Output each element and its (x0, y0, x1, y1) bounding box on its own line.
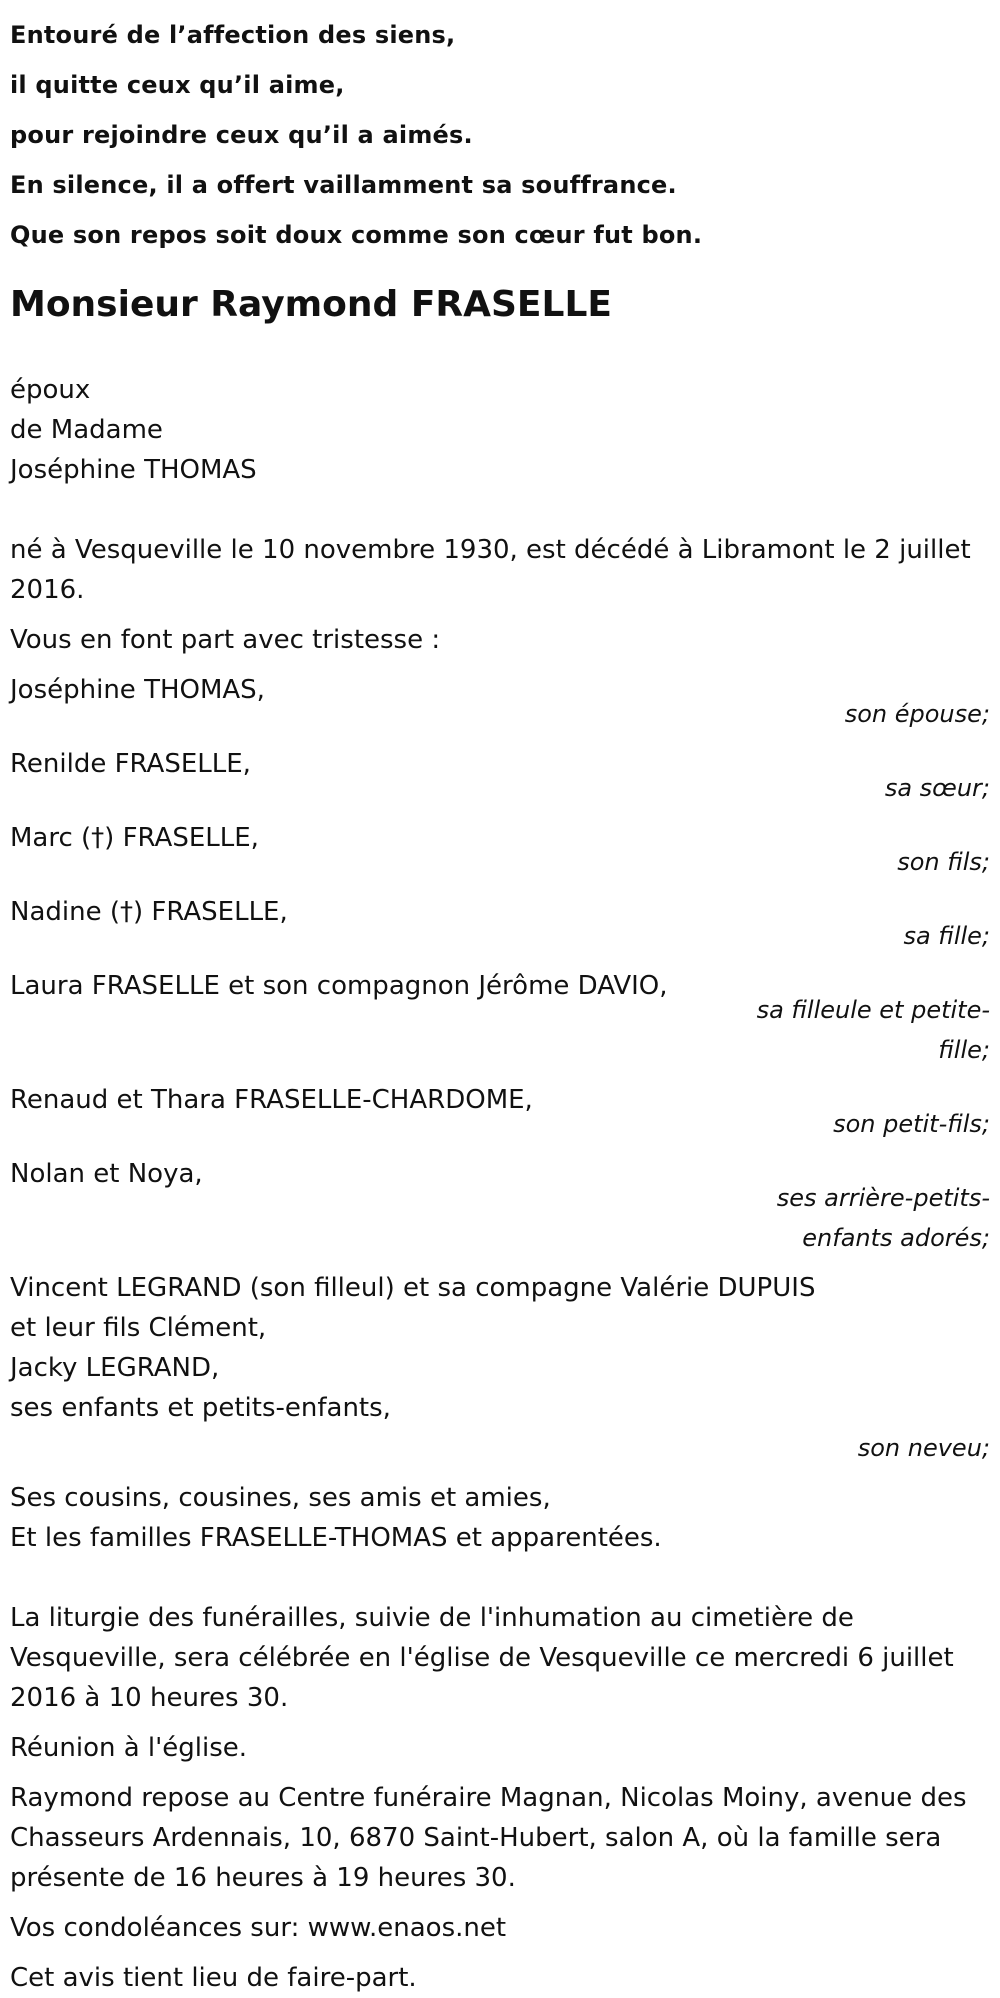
member-relation: sa sœur; (884, 774, 990, 802)
birth-death-text: né à Vesqueville le 10 novembre 1930, est décédé à Libramont le 2 juillet 2016. (10, 535, 971, 605)
member-name: Joséphine THOMAS, (10, 675, 265, 705)
poem (10, 0, 990, 260)
member-name: Renaud et Thara FRASELLE-CHARDOME, (10, 1085, 533, 1115)
member-relation: sa filleule et petite-fille; (756, 996, 990, 1064)
member-relation: sa fille; (903, 922, 990, 950)
member-name: Marc (†) FRASELLE, (10, 823, 259, 853)
spouse-block (10, 370, 990, 490)
family-member (10, 892, 990, 956)
member-name: Laura FRASELLE et son compagnon Jérôme DAVIO, (10, 971, 668, 1001)
poem-line: En silence, il a offert vaillamment sa souffrance. (10, 171, 677, 199)
member-name: Renilde FRASELLE, (10, 749, 251, 779)
family-member (10, 1080, 990, 1144)
others-block (10, 1478, 990, 1558)
member-name: Nolan et Noya, (10, 1159, 203, 1189)
family-member (10, 1154, 990, 1258)
member-name: Nadine (†) FRASELLE, (10, 897, 288, 927)
repose-text: Raymond repose au Centre funéraire Magnan, Nicolas Moiny, avenue des Chasseurs Ardennais, 10, 6870 Saint-Hubert, salon A, où la famille sera présente de 16 heures à 19 heures 30. (10, 1783, 967, 1893)
poem-line: il quitte ceux qu’il aime, (10, 71, 345, 99)
member-relation: son petit-fils; (833, 1110, 990, 1138)
spouse-line: Joséphine THOMAS (10, 455, 257, 485)
family-member (10, 818, 990, 882)
family-list (10, 670, 990, 1258)
family-member (10, 670, 990, 734)
closing-text: Cet avis tient lieu de faire-part. (10, 1963, 417, 1993)
member-relation: son fils; (897, 848, 990, 876)
spouse-line: de Madame (10, 415, 163, 445)
others-line: Ses cousins, cousines, ses amis et amies, (10, 1483, 551, 1513)
extended-line: Vincent LEGRAND (son filleul) et sa compagne Valérie DUPUIS (10, 1273, 816, 1303)
extended-family (10, 1268, 990, 1468)
poem-line: pour rejoindre ceux qu’il a aimés. (10, 121, 473, 149)
liturgy-text: La liturgie des funérailles, suivie de l'inhumation au cimetière de Vesqueville, sera célébrée en l'église de Vesqueville ce mercredi 6 juillet 2016 à 10 heures 30. (10, 1603, 954, 1713)
member-relation: son épouse; (844, 700, 990, 728)
family-member (10, 966, 990, 1070)
extended-line: et leur fils Clément, (10, 1313, 267, 1343)
poem-line: Entouré de l’affection des siens, (10, 21, 456, 49)
family-member (10, 744, 990, 808)
poem-line: Que son repos soit doux comme son cœur fut bon. (10, 221, 703, 249)
extended-line: ses enfants et petits-enfants, (10, 1393, 391, 1423)
announcement-intro: Vous en font part avec tristesse : (10, 625, 441, 655)
spouse-line: époux (10, 375, 91, 405)
meeting-text: Réunion à l'église. (10, 1733, 248, 1763)
condolences-text: Vos condoléances sur: www.enaos.net (10, 1913, 507, 1943)
extended-relation: son neveu; (857, 1434, 990, 1462)
member-relation: ses arrière-petits-enfants adorés; (776, 1184, 990, 1252)
extended-line: Jacky LEGRAND, (10, 1353, 220, 1383)
deceased-name: Monsieur Raymond FRASELLE (10, 284, 612, 325)
others-line: Et les familles FRASELLE-THOMAS et apparentées. (10, 1523, 662, 1553)
